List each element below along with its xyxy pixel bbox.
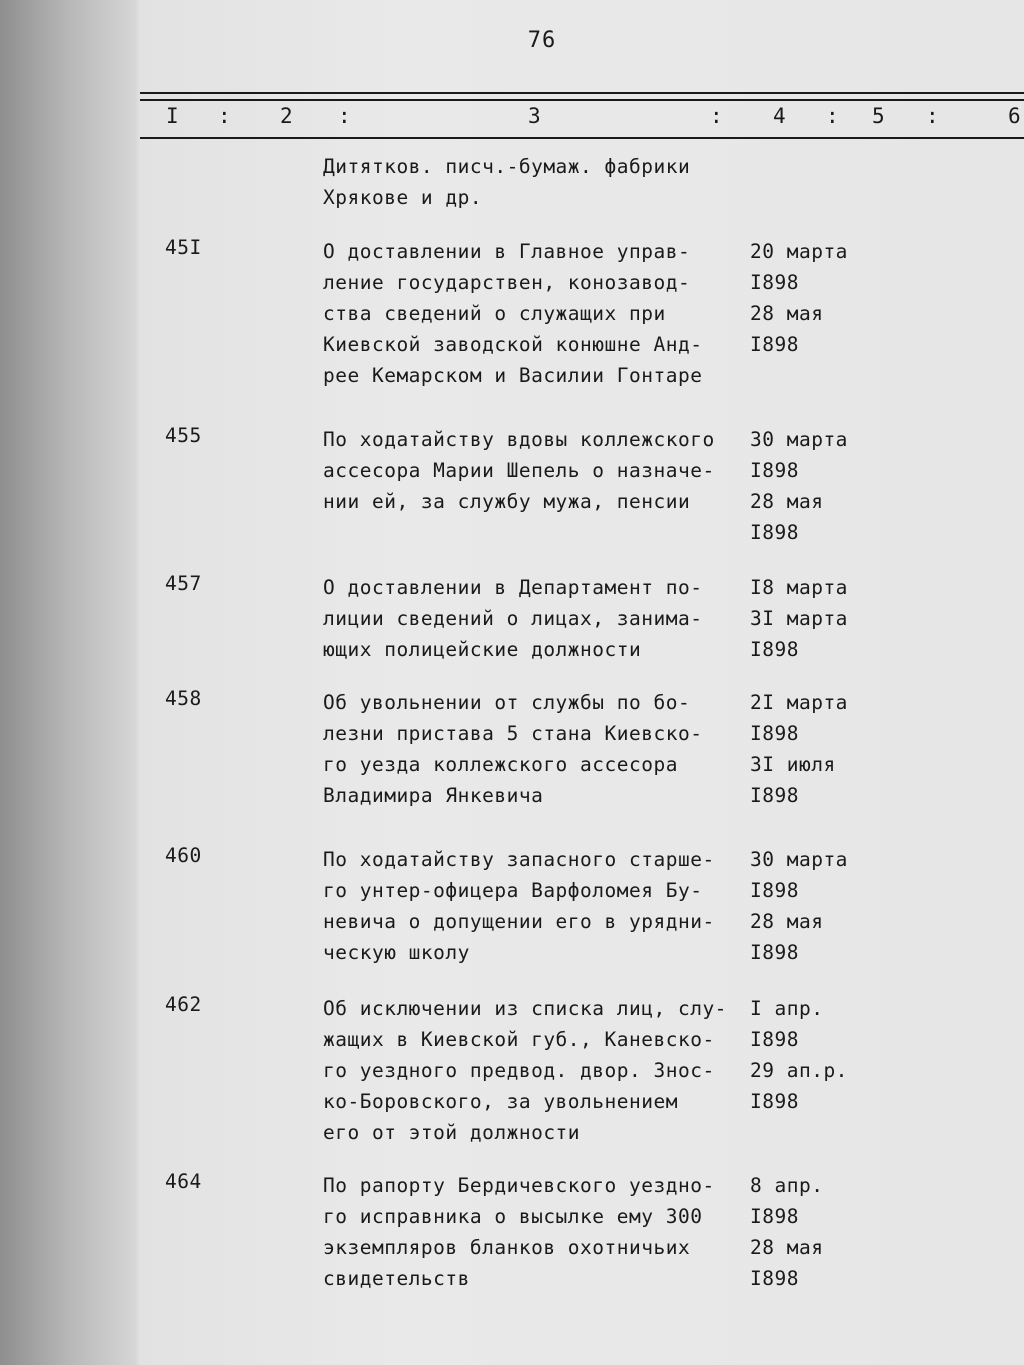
entry-dates: 30 марта I898 28 мая I898 <box>750 848 848 964</box>
entry-number: 462 <box>165 993 202 1016</box>
entry-number: 464 <box>165 1170 202 1193</box>
column-header: 6 <box>1008 104 1021 128</box>
page-number: 76 <box>527 28 557 53</box>
column-header: 5 <box>872 104 885 128</box>
entry-dates: I8 марта 3I марта I898 <box>750 576 848 661</box>
entry-description: По рапорту Бердичевского уездно- го исправника о высылке ему 300 экземпляров бланков охотничьих свидетельств <box>323 1174 715 1290</box>
entry-description: Об увольнении от службы по бо- лезни пристава 5 стана Киевско- го уезда коллежского ассесора Владимира Янкевича <box>323 691 703 807</box>
entry-dates: 8 апр. I898 28 мая I898 <box>750 1174 824 1290</box>
column-separator: : <box>826 104 839 128</box>
column-separator: : <box>926 104 939 128</box>
entry-description: Дитятков. писч.-бумаж. фабрики Хрякове и др. <box>323 155 691 209</box>
entry-number: 457 <box>165 572 202 595</box>
entry-description: По ходатайству запасного старше- го унтер-офицера Варфоломея Бу- невича о допущении его в урядни- ческую школу <box>323 848 715 964</box>
column-header: 4 <box>773 104 786 128</box>
column-separator: : <box>338 104 351 128</box>
header-rule-top-double <box>140 99 1024 101</box>
column-separator: : <box>218 104 231 128</box>
entry-dates: 20 марта I898 28 мая I898 <box>750 240 848 356</box>
entry-number: 460 <box>165 844 202 867</box>
entry-description: Об исключении из списка лиц, слу- жащих в Киевской губ., Каневско- го уездного предвод. двор. Знос- ко-Боровского, за увольнением его от этой должности <box>323 997 727 1144</box>
page-gutter <box>0 0 140 1365</box>
column-header: 3 <box>528 104 541 128</box>
column-header: 2 <box>280 104 293 128</box>
entry-number: 455 <box>165 424 202 447</box>
header-rule-top <box>140 92 1024 94</box>
header-rule-bottom <box>140 137 1024 139</box>
entry-description: По ходатайству вдовы коллежского ассесора Марии Шепель о назначе- нии ей, за службу мужа, пенсии <box>323 428 715 513</box>
column-header: I <box>166 104 179 128</box>
column-headers <box>0 104 1024 134</box>
column-separator: : <box>710 104 723 128</box>
entry-description: О доставлении в Главное управ- ление государствен, конозавод- ства сведений о служащих при Киевской заводской конюшне Анд- рее Кемарском и Василии Гонтаре <box>323 240 703 387</box>
entry-description: О доставлении в Департамент по- лиции сведений о лицах, занима- ющих полицейские должности <box>323 576 703 661</box>
entry-dates: I апр. I898 29 ап.р. I898 <box>750 997 848 1113</box>
entry-dates: 30 марта I898 28 мая I898 <box>750 428 848 544</box>
entry-number: 45I <box>165 236 202 259</box>
entry-dates: 2I марта I898 3I июля I898 <box>750 691 848 807</box>
entry-number: 458 <box>165 687 202 710</box>
